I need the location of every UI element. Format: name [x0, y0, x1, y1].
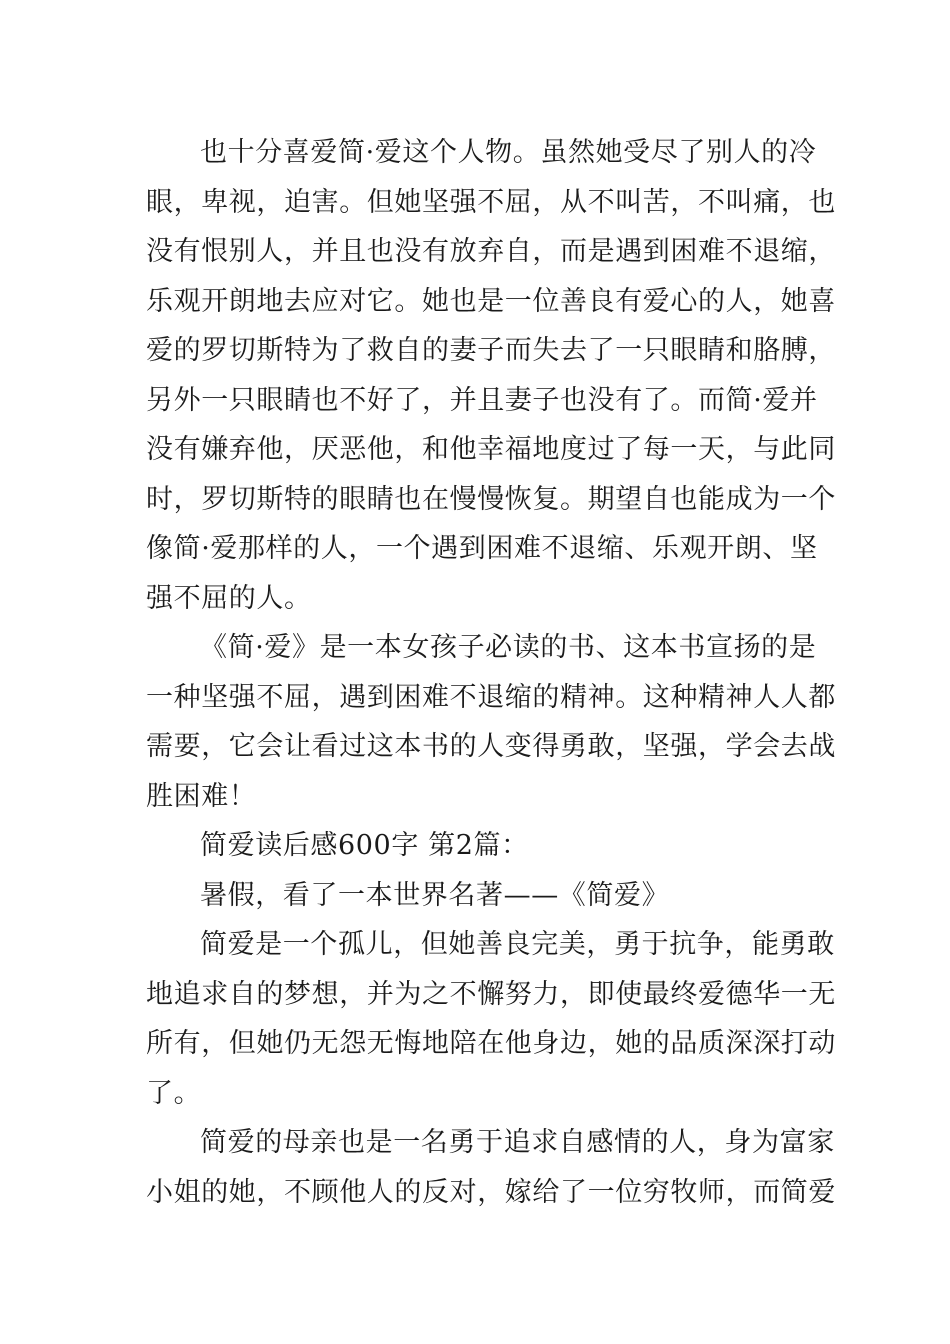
- text-line: 眼，卑视，迫害。但她坚强不屈，从不叫苦，不叫痛，也: [146, 186, 836, 218]
- text-line: 所有，但她仍无怨无悔地陪在他身边，她的品质深深打动: [146, 1028, 836, 1059]
- text-line: 需要，它会让看过这本书的人变得勇敢，坚强，学会去战: [146, 731, 836, 762]
- text-line: 了。: [146, 1077, 202, 1109]
- document-body: [146, 128, 836, 1217]
- text-line: 一种坚强不屈，遇到困难不退缩的精神。这种精神人人都: [146, 681, 836, 713]
- text-line: 暑假，看了一本世界名著——《简爱》: [200, 879, 670, 911]
- section-heading: 简爱读后感600字 第2篇：: [200, 830, 529, 861]
- text-line: 强不屈的人。: [146, 582, 312, 614]
- text-line: 没有恨别人，并且也没有放弃自，而是遇到困难不退缩，: [146, 236, 836, 267]
- text-line: 简爱的母亲也是一名勇于追求自感情的人，身为富家: [200, 1127, 835, 1158]
- text-line: 另外一只眼睛也不好了，并且妻子也没有了。而简·爱并: [146, 384, 818, 416]
- text-line: 像简·爱那样的人，一个遇到困难不退缩、乐观开朗、坚: [146, 533, 818, 564]
- text-line: 小姐的她，不顾他人的反对，嫁给了一位穷牧师，而简爱: [146, 1176, 836, 1208]
- text-line: 没有嫌弃他，厌恶他，和他幸福地度过了每一天，与此同: [146, 434, 836, 465]
- text-line: 胜困难！: [146, 780, 257, 812]
- text-line: 也十分喜爱简·爱这个人物。虽然她受尽了别人的冷: [200, 137, 817, 168]
- text-line: 爱的罗切斯特为了救自的妻子而失去了一只眼睛和胳膊，: [146, 335, 836, 366]
- text-line: 时，罗切斯特的眼睛也在慢慢恢复。期望自也能成为一个: [146, 483, 836, 515]
- text-line: 《简·爱》是一本女孩子必读的书、这本书宣扬的是: [200, 632, 817, 663]
- text-line: 简爱是一个孤儿，但她善良完美，勇于抗争，能勇敢: [200, 929, 835, 960]
- text-line: 地追求自的梦想，并为之不懈努力，即使最终爱德华一无: [146, 978, 836, 1010]
- text-line: 乐观开朗地去应对它。她也是一位善良有爱心的人，她喜: [146, 285, 836, 317]
